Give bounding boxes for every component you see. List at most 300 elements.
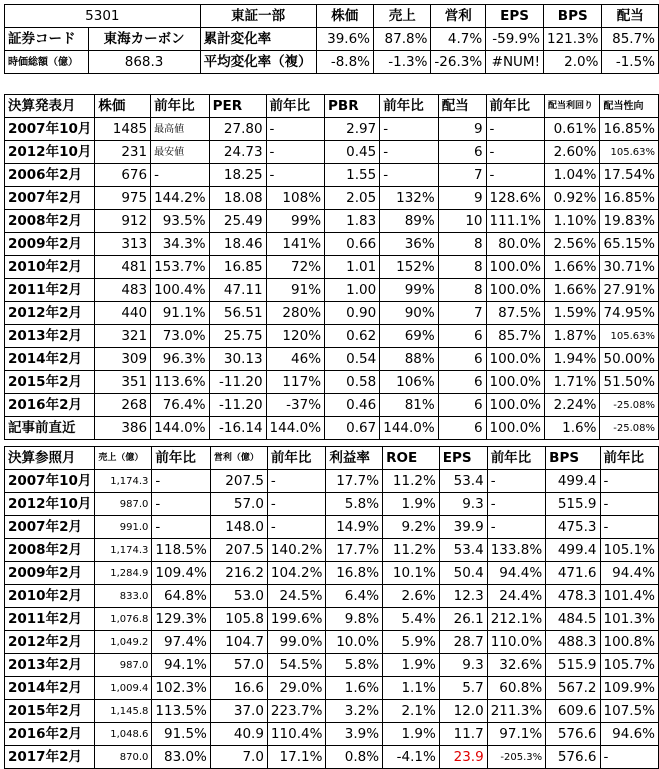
- table-cell: 1485: [95, 118, 151, 141]
- summary-row-1: [5, 5, 659, 28]
- table-cell: 81%: [380, 394, 438, 417]
- table-cell: 499.4: [546, 470, 600, 493]
- table-cell: 17.1%: [267, 746, 325, 769]
- table-cell: 8: [438, 279, 486, 302]
- table-cell: 2.05: [325, 187, 380, 210]
- table-cell: 97.4%: [152, 631, 210, 654]
- table-cell: 83.0%: [152, 746, 210, 769]
- table-cell: 987.0: [95, 493, 152, 516]
- table-cell: 80.0%: [486, 233, 544, 256]
- table-cell: 515.9: [546, 654, 600, 677]
- table-cell: 108%: [266, 187, 324, 210]
- table-cell: 9.3: [439, 493, 487, 516]
- table-cell: -: [600, 493, 659, 516]
- table-cell: 5.7: [439, 677, 487, 700]
- table-cell: -: [380, 164, 438, 187]
- table-cell: 207.5: [210, 539, 267, 562]
- table-cell: 152%: [380, 256, 438, 279]
- table-row: [5, 325, 659, 348]
- table-cell: 76.4%: [151, 394, 209, 417]
- table-cell: 57.0: [210, 654, 267, 677]
- table-cell: 8: [438, 256, 486, 279]
- table-row: [5, 677, 659, 700]
- table-cell: 440: [95, 302, 151, 325]
- table-cell: -: [486, 141, 544, 164]
- table-cell: 113.6%: [151, 371, 209, 394]
- table-cell: 280%: [266, 302, 324, 325]
- table-cell: 19.83%: [600, 210, 659, 233]
- table-cell: 609.6: [546, 700, 600, 723]
- table-cell: 24.5%: [267, 585, 325, 608]
- table-cell: 27.80: [209, 118, 266, 141]
- table-cell: 101.3%: [600, 608, 659, 631]
- table-cell: 987.0: [95, 654, 152, 677]
- table-cell: 97.1%: [487, 723, 545, 746]
- table-cell: 16.85%: [600, 187, 659, 210]
- stock-header-row: [5, 95, 659, 118]
- header-op-profit: 営利: [431, 5, 486, 28]
- table-cell: 50.00%: [600, 348, 659, 371]
- table-cell: 51.50%: [600, 371, 659, 394]
- table-cell: 88%: [380, 348, 438, 371]
- col-header: BPS: [546, 447, 600, 470]
- table-cell: 833.0: [95, 585, 152, 608]
- table-cell: 5.4%: [383, 608, 440, 631]
- table-cell: 0.54: [325, 348, 380, 371]
- table-cell: 0.45: [325, 141, 380, 164]
- table-cell: 1.6%: [545, 417, 600, 440]
- table-cell: 53.4: [439, 539, 487, 562]
- table-cell: 2.6%: [383, 585, 440, 608]
- table-cell: -: [486, 164, 544, 187]
- table-cell: 25.75: [209, 325, 266, 348]
- table-cell: 141%: [266, 233, 324, 256]
- table-cell: 113.5%: [152, 700, 210, 723]
- table-cell: 40.9: [210, 723, 267, 746]
- table-cell: 120%: [266, 325, 324, 348]
- row-label: 2012年10月: [5, 493, 95, 516]
- table-cell: 110.4%: [267, 723, 325, 746]
- table-cell: -: [267, 516, 325, 539]
- table-row: [5, 539, 659, 562]
- table-cell: -: [151, 164, 209, 187]
- table-cell: 29.0%: [267, 677, 325, 700]
- table-cell: 10.0%: [326, 631, 383, 654]
- row-label: 2014年2月: [5, 677, 95, 700]
- table-cell: -: [487, 470, 545, 493]
- table-cell: 128.6%: [486, 187, 544, 210]
- table-cell: 1,009.4: [95, 677, 152, 700]
- table-cell: 8: [438, 233, 486, 256]
- table-cell: -: [600, 470, 659, 493]
- table-cell: 85.7%: [486, 325, 544, 348]
- table-cell: 96.3%: [151, 348, 209, 371]
- row-label: 2014年2月: [5, 348, 95, 371]
- table-cell: 94.6%: [600, 723, 659, 746]
- row-label: 2007年10月: [5, 470, 95, 493]
- stock-code-value: 5301: [5, 5, 201, 28]
- table-cell: 69%: [380, 325, 438, 348]
- table-cell: 1.10%: [545, 210, 600, 233]
- table-cell: 0.46: [325, 394, 380, 417]
- table-cell: 104.7: [210, 631, 267, 654]
- table-cell: 53.0: [210, 585, 267, 608]
- table-row: [5, 608, 659, 631]
- table-cell: 1.00: [325, 279, 380, 302]
- table-cell: 100.0%: [486, 279, 544, 302]
- table-cell: -16.14: [209, 417, 266, 440]
- table-cell: 74.95%: [600, 302, 659, 325]
- table-cell: 3.9%: [326, 723, 383, 746]
- table-cell: 47.11: [209, 279, 266, 302]
- summary-cell: #NUM!: [486, 51, 544, 74]
- table-row: [5, 256, 659, 279]
- table-cell: 64.8%: [152, 585, 210, 608]
- col-header: 配当利回り: [545, 95, 600, 118]
- table-cell: 10.1%: [383, 562, 440, 585]
- table-cell: 212.1%: [487, 608, 545, 631]
- table-cell: 46%: [266, 348, 324, 371]
- table-cell: 99%: [380, 279, 438, 302]
- table-cell: 1,145.8: [95, 700, 152, 723]
- summary-cell: 39.6%: [316, 28, 373, 51]
- col-header: 利益率: [326, 447, 383, 470]
- table-cell: 53.4: [439, 470, 487, 493]
- table-cell: 0.67: [325, 417, 380, 440]
- table-cell: 5.9%: [383, 631, 440, 654]
- table-row: [5, 654, 659, 677]
- row-label: 2009年2月: [5, 233, 95, 256]
- row-label: 記事前直近: [5, 417, 95, 440]
- table-cell: -37%: [266, 394, 324, 417]
- row-label: 2013年2月: [5, 325, 95, 348]
- table-cell: 1.83: [325, 210, 380, 233]
- table-cell: 576.6: [546, 746, 600, 769]
- table-cell: 1.6%: [326, 677, 383, 700]
- col-header: 前年比: [152, 447, 210, 470]
- table-cell: 106%: [380, 371, 438, 394]
- table-cell: 1.66%: [545, 279, 600, 302]
- table-cell: 6: [438, 394, 486, 417]
- summary-row-3: [5, 51, 659, 74]
- table-cell: 211.3%: [487, 700, 545, 723]
- table-cell: -4.1%: [383, 746, 440, 769]
- table-cell: 100.0%: [486, 394, 544, 417]
- table-cell: 6: [438, 417, 486, 440]
- row-label: 2013年2月: [5, 654, 95, 677]
- table-cell: 2.60%: [545, 141, 600, 164]
- table-cell: 87.5%: [486, 302, 544, 325]
- table-cell: 0.92%: [545, 187, 600, 210]
- table-row: [5, 746, 659, 769]
- table-cell: 1,048.6: [95, 723, 152, 746]
- table-cell: 144.0%: [266, 417, 324, 440]
- table-cell: 50.4: [439, 562, 487, 585]
- table-cell: 1.66%: [545, 256, 600, 279]
- table-cell: 9.8%: [326, 608, 383, 631]
- average-change-label: 平均変化率（複）: [200, 51, 316, 74]
- row-label: 2010年2月: [5, 256, 95, 279]
- table-cell: 18.46: [209, 233, 266, 256]
- table-cell: 1.9%: [383, 493, 440, 516]
- table-cell: 386: [95, 417, 151, 440]
- table-cell: 0.58: [325, 371, 380, 394]
- table-row: [5, 187, 659, 210]
- table-cell: 73.0%: [151, 325, 209, 348]
- table-cell: 207.5: [210, 470, 267, 493]
- table-cell: 111.1%: [486, 210, 544, 233]
- table-cell: 351: [95, 371, 151, 394]
- table-cell: 484.5: [546, 608, 600, 631]
- table-cell: 515.9: [546, 493, 600, 516]
- table-cell: 36%: [380, 233, 438, 256]
- table-cell: -: [152, 493, 210, 516]
- stock-code-label: 証券コード: [5, 28, 89, 51]
- col-header: 売上（億）: [95, 447, 152, 470]
- table-cell: 1.9%: [383, 723, 440, 746]
- table-row: [5, 417, 659, 440]
- col-header: 配当: [438, 95, 486, 118]
- table-cell: 25.49: [209, 210, 266, 233]
- table-cell: 109.4%: [152, 562, 210, 585]
- table-cell: 17.54%: [600, 164, 659, 187]
- col-header: 株価: [95, 95, 151, 118]
- row-label: 2010年2月: [5, 585, 95, 608]
- table-cell: 10: [438, 210, 486, 233]
- market-cap-value: 868.3: [88, 51, 200, 74]
- market-cap-label: 時価総額（億）: [5, 51, 89, 74]
- header-dividend: 配当: [602, 5, 659, 28]
- table-cell: 5.8%: [326, 493, 383, 516]
- table-row: [5, 210, 659, 233]
- table-cell: 268: [95, 394, 151, 417]
- table-cell: 2.1%: [383, 700, 440, 723]
- row-label: 2011年2月: [5, 279, 95, 302]
- table-cell: 91%: [266, 279, 324, 302]
- table-cell: 3.2%: [326, 700, 383, 723]
- table-cell: 105.8: [210, 608, 267, 631]
- table-row: [5, 562, 659, 585]
- table-row: [5, 164, 659, 187]
- table-cell: 110.0%: [487, 631, 545, 654]
- table-cell: 475.3: [546, 516, 600, 539]
- summary-cell: 87.8%: [374, 28, 431, 51]
- table-cell: 105.7%: [600, 654, 659, 677]
- table-cell: 0.66: [325, 233, 380, 256]
- table-cell: 1.87%: [545, 325, 600, 348]
- table-cell: -: [266, 141, 324, 164]
- table-cell: 34.3%: [151, 233, 209, 256]
- table-cell: 30.13: [209, 348, 266, 371]
- table-cell: -205.3%: [487, 746, 545, 769]
- table-row: [5, 279, 659, 302]
- table-cell: -: [486, 118, 544, 141]
- col-header: 決算発表月: [5, 95, 95, 118]
- table-cell: 26.1: [439, 608, 487, 631]
- table-cell: 11.2%: [383, 470, 440, 493]
- col-header: ROE: [383, 447, 440, 470]
- table-cell: 1,174.3: [95, 539, 152, 562]
- table-cell: 2.97: [325, 118, 380, 141]
- row-label: 2006年2月: [5, 164, 95, 187]
- table-cell: 16.85: [209, 256, 266, 279]
- header-eps: EPS: [486, 5, 544, 28]
- table-cell: 9: [438, 187, 486, 210]
- table-cell: 91.1%: [151, 302, 209, 325]
- table-cell: -: [152, 470, 210, 493]
- table-cell: 18.08: [209, 187, 266, 210]
- summary-cell: -26.3%: [431, 51, 486, 74]
- table-cell: 90%: [380, 302, 438, 325]
- table-cell: 313: [95, 233, 151, 256]
- table-cell: 231: [95, 141, 151, 164]
- table-cell: 32.6%: [487, 654, 545, 677]
- table-cell: -: [487, 493, 545, 516]
- summary-cell: -1.5%: [602, 51, 659, 74]
- row-label: 2012年2月: [5, 302, 95, 325]
- row-label: 2011年2月: [5, 608, 95, 631]
- table-cell: 153.7%: [151, 256, 209, 279]
- table-cell: 89%: [380, 210, 438, 233]
- table-row: [5, 470, 659, 493]
- table-cell: 144.0%: [380, 417, 438, 440]
- row-label: 2007年2月: [5, 516, 95, 539]
- summary-cell: -8.8%: [316, 51, 373, 74]
- table-cell: 0.61%: [545, 118, 600, 141]
- table-cell: 100.0%: [486, 348, 544, 371]
- table-cell: 24.4%: [487, 585, 545, 608]
- table-row: [5, 371, 659, 394]
- table-row: [5, 348, 659, 371]
- table-cell: 16.85%: [600, 118, 659, 141]
- table-cell: 133.8%: [487, 539, 545, 562]
- table-cell: -: [487, 516, 545, 539]
- table-cell: 223.7%: [267, 700, 325, 723]
- table-cell: 11.2%: [383, 539, 440, 562]
- col-header: 配当性向: [600, 95, 659, 118]
- table-cell: 478.3: [546, 585, 600, 608]
- table-cell: -: [380, 118, 438, 141]
- table-cell: 56.51: [209, 302, 266, 325]
- table-cell: 30.71%: [600, 256, 659, 279]
- table-cell: 6: [438, 348, 486, 371]
- table-cell: 0.8%: [326, 746, 383, 769]
- summary-cell: 85.7%: [602, 28, 659, 51]
- table-cell: 18.25: [209, 164, 266, 187]
- table-cell: 1.71%: [545, 371, 600, 394]
- table-cell: -: [267, 470, 325, 493]
- table-cell: 129.3%: [152, 608, 210, 631]
- table-cell: 54.5%: [267, 654, 325, 677]
- table-cell: 105.63%: [600, 325, 659, 348]
- col-header: 前年比: [487, 447, 545, 470]
- col-header: 前年比: [380, 95, 438, 118]
- table-cell: 1.59%: [545, 302, 600, 325]
- table-cell: 100.4%: [151, 279, 209, 302]
- table-cell: 144.2%: [151, 187, 209, 210]
- col-header: 前年比: [486, 95, 544, 118]
- table-row: [5, 585, 659, 608]
- row-label: 2015年2月: [5, 371, 95, 394]
- table-cell: 37.0: [210, 700, 267, 723]
- table-cell: 23.9: [439, 746, 487, 769]
- table-cell: 65.15%: [600, 233, 659, 256]
- table-cell: -11.20: [209, 394, 266, 417]
- table-cell: 12.3: [439, 585, 487, 608]
- table-cell: 105.1%: [600, 539, 659, 562]
- table-cell: 2.24%: [545, 394, 600, 417]
- col-header: 決算参照月: [5, 447, 95, 470]
- table-cell: 567.2: [546, 677, 600, 700]
- table-cell: 9.2%: [383, 516, 440, 539]
- table-row: [5, 118, 659, 141]
- row-label: 2016年2月: [5, 723, 95, 746]
- table-row: [5, 493, 659, 516]
- table-cell: 991.0: [95, 516, 152, 539]
- col-header: 前年比: [266, 95, 324, 118]
- table-cell: 最安値: [151, 141, 209, 164]
- table-row: [5, 233, 659, 256]
- table-cell: 2.56%: [545, 233, 600, 256]
- table-cell: 39.9: [439, 516, 487, 539]
- header-sales: 売上: [374, 5, 431, 28]
- table-cell: 216.2: [210, 562, 267, 585]
- table-cell: 0.62: [325, 325, 380, 348]
- table-cell: 94.1%: [152, 654, 210, 677]
- table-cell: 104.2%: [267, 562, 325, 585]
- row-label: 2012年10月: [5, 141, 95, 164]
- table-cell: 144.0%: [151, 417, 209, 440]
- table-cell: 870.0: [95, 746, 152, 769]
- table-cell: 100.0%: [486, 256, 544, 279]
- table-cell: 1.01: [325, 256, 380, 279]
- table-cell: 912: [95, 210, 151, 233]
- table-cell: 5.8%: [326, 654, 383, 677]
- table-row: [5, 141, 659, 164]
- col-header: 営利（億）: [210, 447, 267, 470]
- table-cell: 12.0: [439, 700, 487, 723]
- table-cell: 9: [438, 118, 486, 141]
- stock-indicator-table: [4, 94, 659, 440]
- table-cell: 17.7%: [326, 539, 383, 562]
- table-cell: 16.6: [210, 677, 267, 700]
- row-label: 2009年2月: [5, 562, 95, 585]
- table-row: [5, 516, 659, 539]
- table-cell: 1.04%: [545, 164, 600, 187]
- cumulative-change-label: 累計変化率: [200, 28, 316, 51]
- table-cell: 499.4: [546, 539, 600, 562]
- table-cell: 321: [95, 325, 151, 348]
- table-cell: 16.8%: [326, 562, 383, 585]
- col-header: PER: [209, 95, 266, 118]
- summary-table: [4, 4, 659, 74]
- table-cell: -: [266, 118, 324, 141]
- table-cell: 975: [95, 187, 151, 210]
- financial-table: [4, 446, 659, 769]
- summary-cell: -59.9%: [486, 28, 544, 51]
- table-cell: 1,076.8: [95, 608, 152, 631]
- col-header: 前年比: [267, 447, 325, 470]
- financial-header-row: [5, 447, 659, 470]
- summary-cell: 121.3%: [544, 28, 602, 51]
- table-cell: 14.9%: [326, 516, 383, 539]
- table-row: [5, 700, 659, 723]
- table-cell: 11.7: [439, 723, 487, 746]
- table-cell: 309: [95, 348, 151, 371]
- row-label: 2008年2月: [5, 210, 95, 233]
- table-cell: -: [600, 516, 659, 539]
- table-cell: 100.8%: [600, 631, 659, 654]
